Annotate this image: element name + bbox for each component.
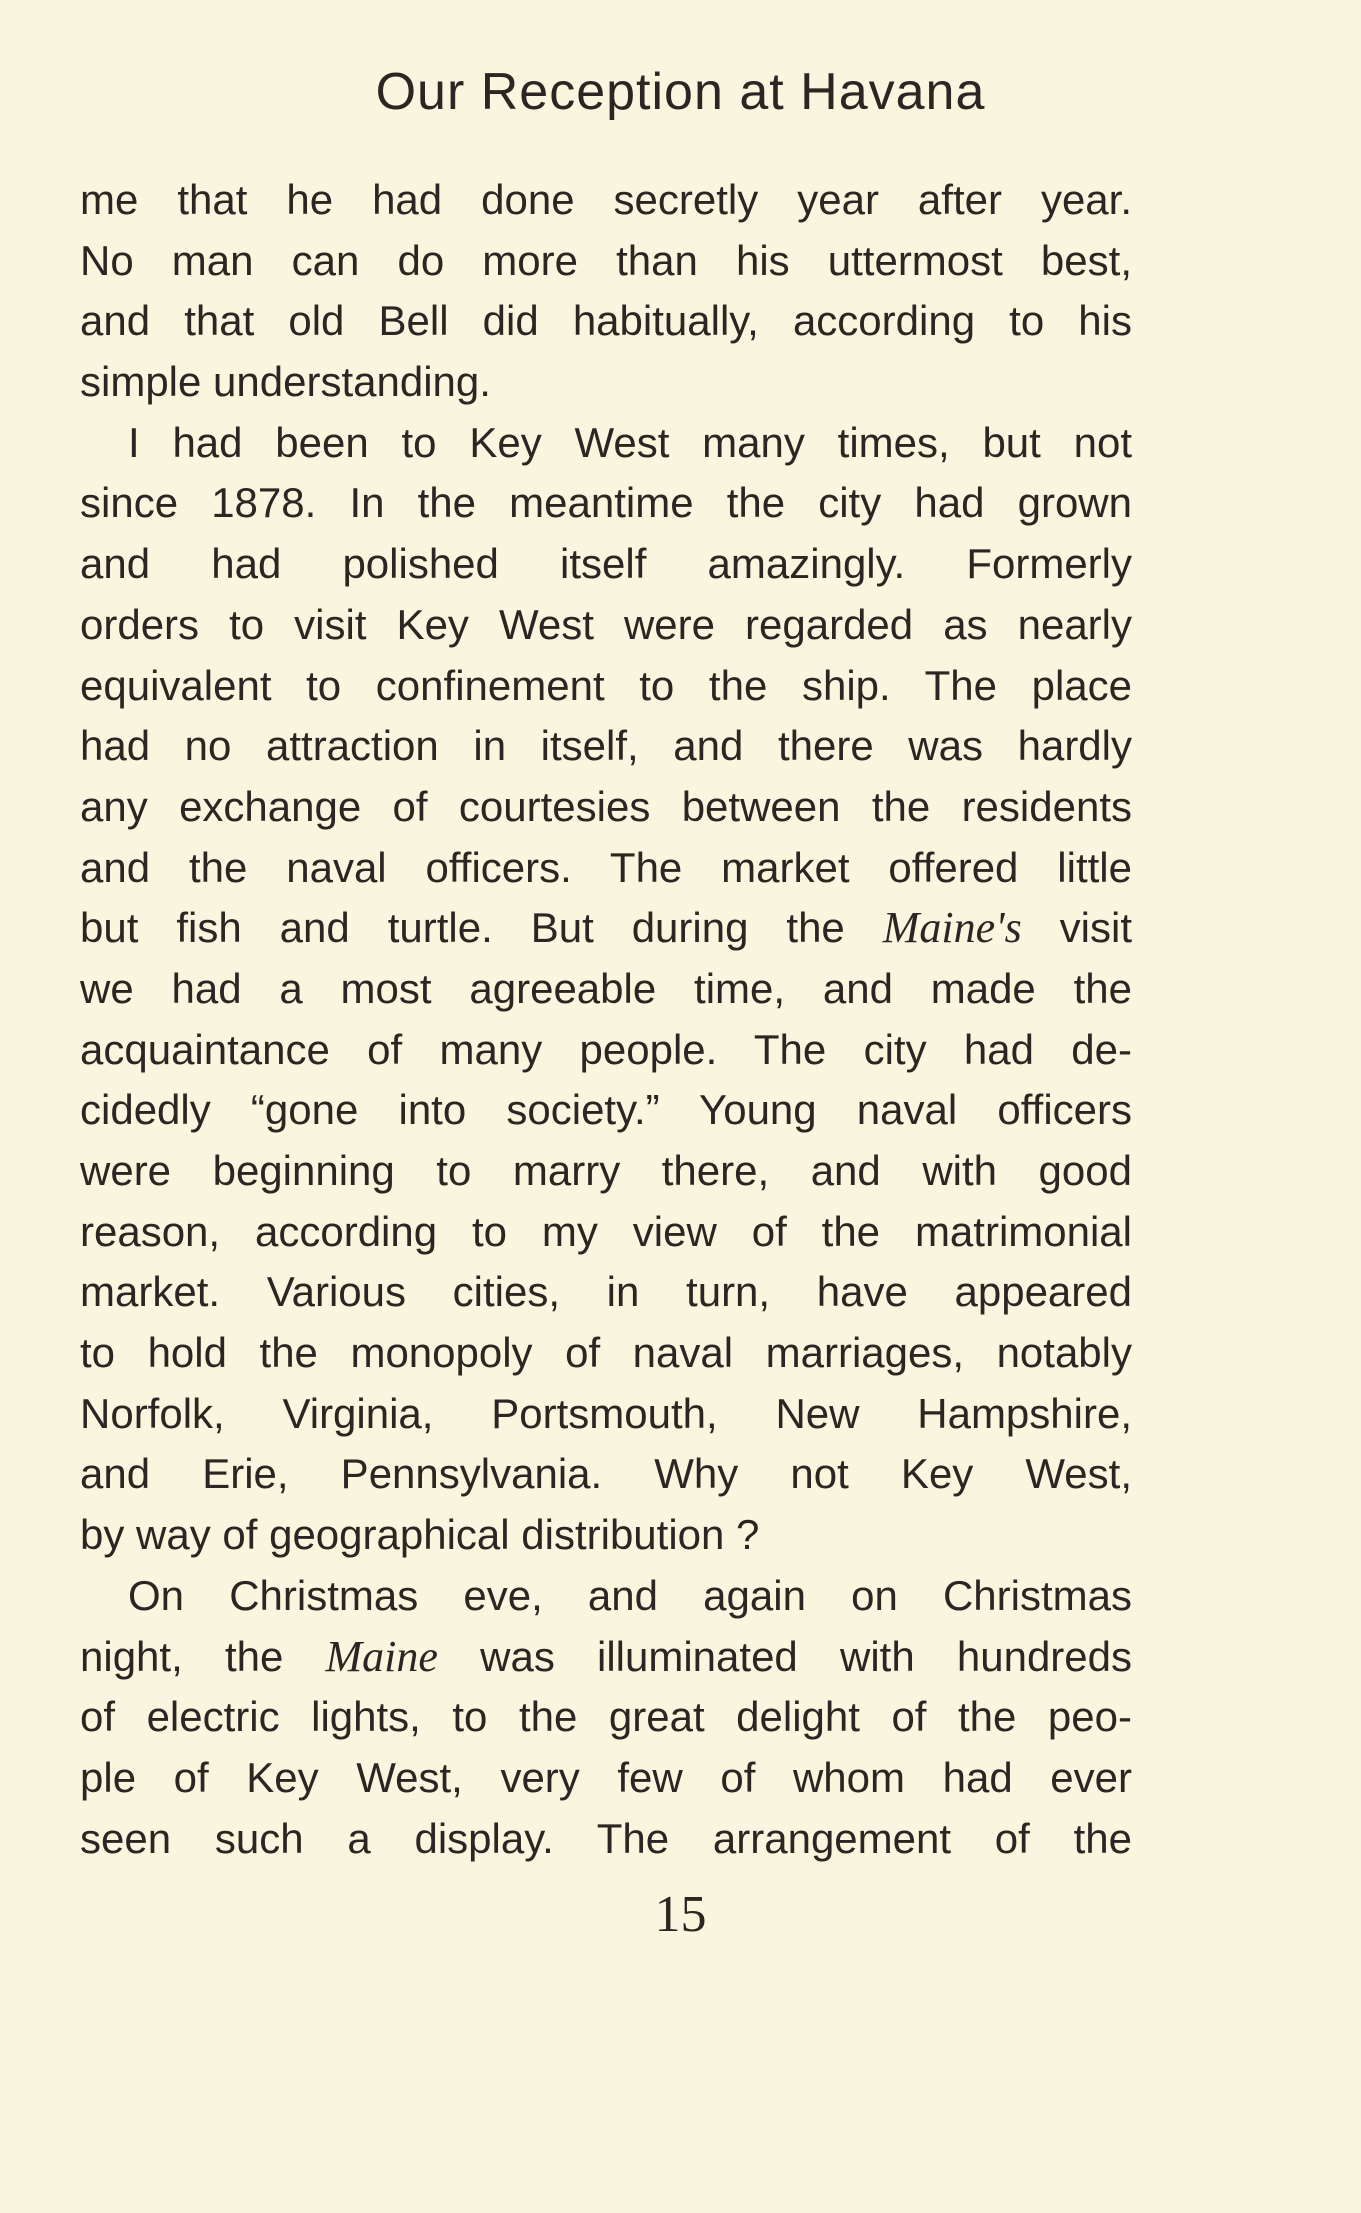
text-line: market. Various cities, in turn, have appeared xyxy=(80,1268,1132,1316)
text-segment: night, the xyxy=(80,1632,326,1680)
text-line: acquaintance of many people. The city had de- xyxy=(80,1025,1132,1073)
text-line: cidedly “gone into society.” Young naval officers xyxy=(80,1086,1132,1134)
body-text xyxy=(80,170,1132,1869)
text-line: and had polished itself amazingly. Formerly xyxy=(80,540,1132,588)
text-line: and the naval officers. The market offered little xyxy=(80,843,1132,891)
text-line: simple understanding. xyxy=(80,358,491,406)
text-line: of electric lights, to the great delight of the peo- xyxy=(80,1693,1132,1741)
text-line: reason, according to my view of the matrimonial xyxy=(80,1207,1132,1255)
text-line xyxy=(80,898,1132,959)
text-line: me that he had done secretly year after year. xyxy=(80,176,1132,223)
text-line: seen such a display. The arrangement of the xyxy=(80,1814,1132,1862)
text-line: ple of Key West, very few of whom had ever xyxy=(80,1753,1132,1801)
italic-ship-name: Maine's xyxy=(882,903,1022,953)
text-line: had no attraction in itself, and there was hardly xyxy=(80,722,1132,770)
text-line: to hold the monopoly of naval marriages, notably xyxy=(80,1329,1132,1377)
text-line: any exchange of courtesies between the residents xyxy=(80,782,1132,830)
italic-ship-name: Maine xyxy=(325,1631,438,1681)
text-line: No man can do more than his uttermost best, xyxy=(80,236,1132,284)
page-number: 15 xyxy=(654,1886,707,1943)
text-line: we had a most agreeable time, and made the xyxy=(80,964,1132,1012)
text-line: equivalent to confinement to the ship. The place xyxy=(80,661,1132,709)
text-line: orders to visit Key West were regarded as nearly xyxy=(80,600,1132,648)
text-line: I had been to Key West many times, but not xyxy=(128,418,1132,466)
text-line: On Christmas eve, and again on Christmas xyxy=(128,1571,1132,1619)
text-segment: visit xyxy=(1021,904,1132,952)
running-head: Our Reception at Havana xyxy=(375,63,986,121)
text-line xyxy=(80,1627,1132,1688)
text-line: and Erie, Pennsylvania. Why not Key West, xyxy=(80,1450,1132,1498)
text-segment: but fish and turtle. But during the xyxy=(80,904,883,952)
text-line: by way of geographical distribution ? xyxy=(80,1511,760,1559)
text-line: since 1878. In the meantime the city had grown xyxy=(80,479,1132,527)
text-segment: was illuminated with hundreds xyxy=(437,1632,1133,1680)
text-line: and that old Bell did habitually, according to his xyxy=(80,297,1132,345)
text-line: Norfolk, Virginia, Portsmouth, New Hampshire, xyxy=(80,1389,1132,1437)
text-line: were beginning to marry there, and with good xyxy=(80,1147,1132,1194)
